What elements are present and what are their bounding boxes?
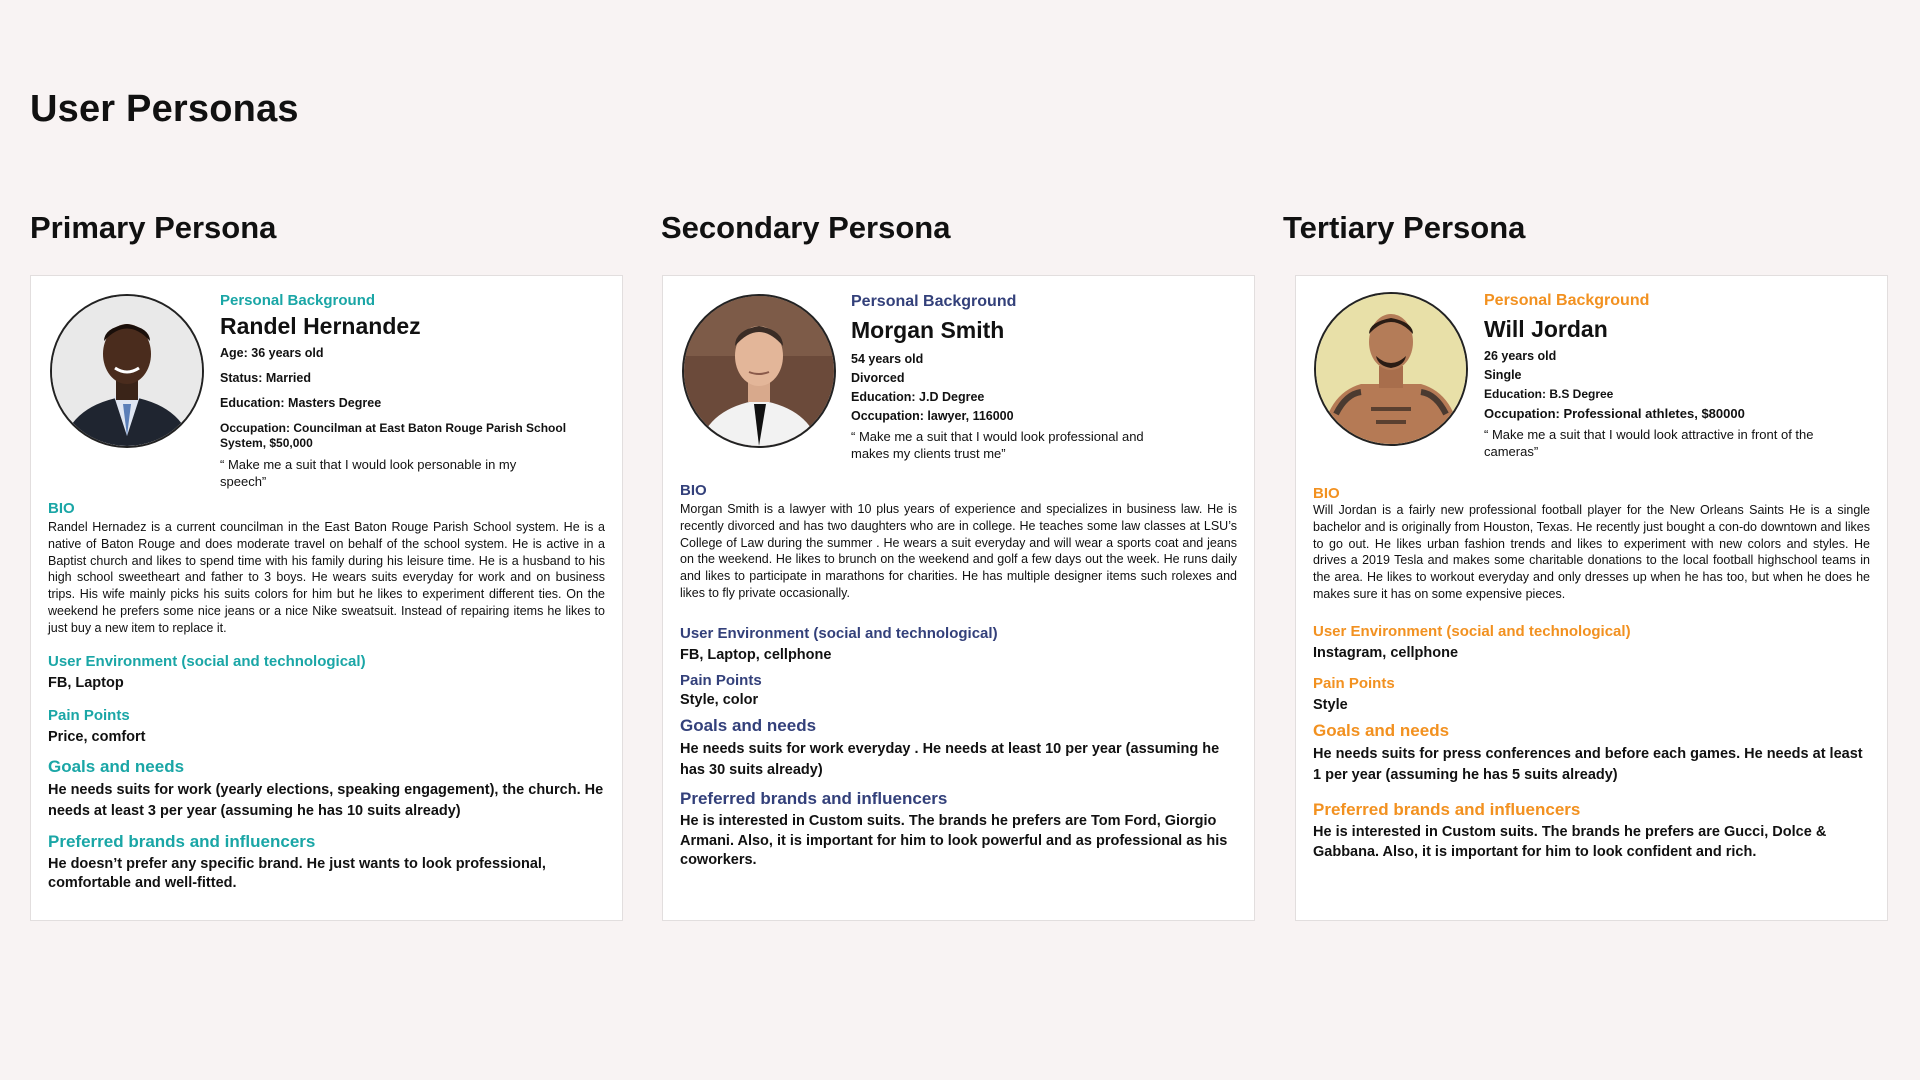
pain-points-value: Style, color [680, 692, 759, 708]
pain-points-label: Pain Points [1313, 675, 1395, 692]
persona-quote: “ Make me a suit that I would look professional and makes my clients trust me” [851, 429, 1144, 461]
environment-label: User Environment (social and technological) [48, 653, 366, 670]
persona-occupation: Occupation: Professional athletes, $80000 [1484, 406, 1745, 421]
persona-status: Status: Married [220, 371, 311, 385]
persona-name: Morgan Smith [851, 317, 1005, 343]
environment-value: FB, Laptop [48, 675, 124, 691]
bio-text: Randel Hernadez is a current councilman in the East Baton Rouge Parish School system. He is a native of Baton Rouge and does moderate travel on behalf of the school system. He is active in a Baptist church and likes to spend time with his family during his leisure time. He is a husband to his high school sweetheart and father to 3 boys. He wears suits everyday for work and on business trips. His wife mainly picks his suits colors for him but he likes to experiment different ties. On the weekend he prefers some nice jeans or a nice Nike sweatsuit. Instead of repairing items he likes to just buy a new item to replace it. [48, 520, 605, 635]
brands-value: He is interested in Custom suits. The brands he prefers are Tom Ford, Giorgio Armani. Also, it is important for him to look powerful and as professional as his coworkers. [680, 813, 1228, 868]
personal-background-label: Personal Background [1484, 292, 1650, 309]
persona-card-primary [30, 275, 623, 921]
bio-label: BIO [1313, 485, 1340, 502]
brands-label: Preferred brands and influencers [1313, 800, 1581, 819]
bio-text: Will Jordan is a fairly new professional football player for the New Orleans Saints He is a single bachelor and is originally from Houston, Texas. He recently just bought a con-do downtown and likes to go out. He likes urban fashion trends and likes to experiment with new colors and styles. He drives a 2019 Tesla and makes some charitable donations to the local football highschool teams in the area. He likes to workout everyday and only dresses up when he has too, but when he does he makes sure it has on some expensive pieces. [1313, 503, 1870, 601]
brands-label: Preferred brands and influencers [48, 832, 316, 851]
pain-points-label: Pain Points [48, 707, 130, 724]
persona-card-secondary [662, 275, 1255, 921]
persona-age: 54 years old [851, 352, 924, 366]
primary-persona-heading: Primary Persona [30, 210, 277, 245]
environment-label: User Environment (social and technological) [680, 625, 998, 642]
goals-label: Goals and needs [48, 757, 185, 776]
persona-name: Will Jordan [1484, 316, 1608, 342]
person-photo-icon [50, 294, 204, 448]
persona-occupation: Occupation: Councilman at East Baton Rouge Parish School System, $50,000 [220, 421, 567, 450]
goals-value: He needs suits for work everyday . He needs at least 10 per year (assuming he has 30 suits already) [680, 741, 1220, 778]
persona-education: Education: B.S Degree [1484, 387, 1614, 401]
bio-label: BIO [48, 500, 75, 517]
person-photo-icon [682, 294, 836, 448]
bio-text: Morgan Smith is a lawyer with 10 plus years of experience and specializes in business law. He is recently divorced and has two daughters who are in college. He teaches some law classes at LSU’s College of Law during the summer . He wears a suit everyday and will wear a sports coat and jeans on the weekend. He likes to brunch on the weekend and golf a few days out the week. He runs daily and likes to participate in marathons for charities. He has multiple designer items such rolexes and likes to fly private occasionally. [680, 502, 1237, 600]
pain-points-value: Style [1313, 697, 1348, 713]
environment-label: User Environment (social and technological) [1313, 623, 1631, 640]
environment-value: Instagram, cellphone [1313, 645, 1459, 661]
environment-value: FB, Laptop, cellphone [680, 647, 832, 663]
goals-value: He needs suits for work (yearly elections, speaking engagement), the church. He needs at least 3 per year (assuming he has 10 suits already) [48, 782, 604, 819]
goals-label: Goals and needs [1313, 721, 1450, 740]
brands-value: He is interested in Custom suits. The brands he prefers are Gucci, Dolce & Gabbana. Also, it is important for him to look confident and rich. [1313, 824, 1827, 860]
persona-status: Divorced [851, 371, 905, 385]
persona-name: Randel Hernandez [220, 313, 421, 339]
persona-education: Education: J.D Degree [851, 390, 985, 404]
brands-value: He doesn’t prefer any specific brand. He just wants to look professional, comfortable and well-fitted. [48, 856, 546, 891]
bio-label: BIO [680, 482, 707, 499]
persona-status: Single [1484, 368, 1522, 382]
persona-quote: “ Make me a suit that I would look attractive in front of the cameras” [1484, 427, 1814, 459]
pain-points-value: Price, comfort [48, 729, 146, 745]
persona-occupation: Occupation: lawyer, 116000 [851, 409, 1014, 423]
person-photo-icon [1314, 292, 1468, 446]
secondary-persona-heading: Secondary Persona [661, 210, 951, 245]
page-title: User Personas [30, 88, 299, 130]
persona-education: Education: Masters Degree [220, 396, 382, 410]
persona-age: 26 years old [1484, 349, 1557, 363]
pain-points-label: Pain Points [680, 672, 762, 689]
persona-card-tertiary [1295, 275, 1888, 921]
personal-background-label: Personal Background [220, 292, 376, 309]
brands-label: Preferred brands and influencers [680, 789, 948, 808]
tertiary-persona-heading: Tertiary Persona [1283, 210, 1526, 245]
persona-age: Age: 36 years old [220, 346, 324, 360]
personal-background-label: Personal Background [851, 293, 1017, 310]
goals-value: He needs suits for press conferences and before each games. He needs at least 1 per year (assuming he has 5 suits already) [1313, 746, 1863, 783]
persona-quote: “ Make me a suit that I would look personable in my speech” [220, 457, 517, 489]
goals-label: Goals and needs [680, 716, 817, 735]
